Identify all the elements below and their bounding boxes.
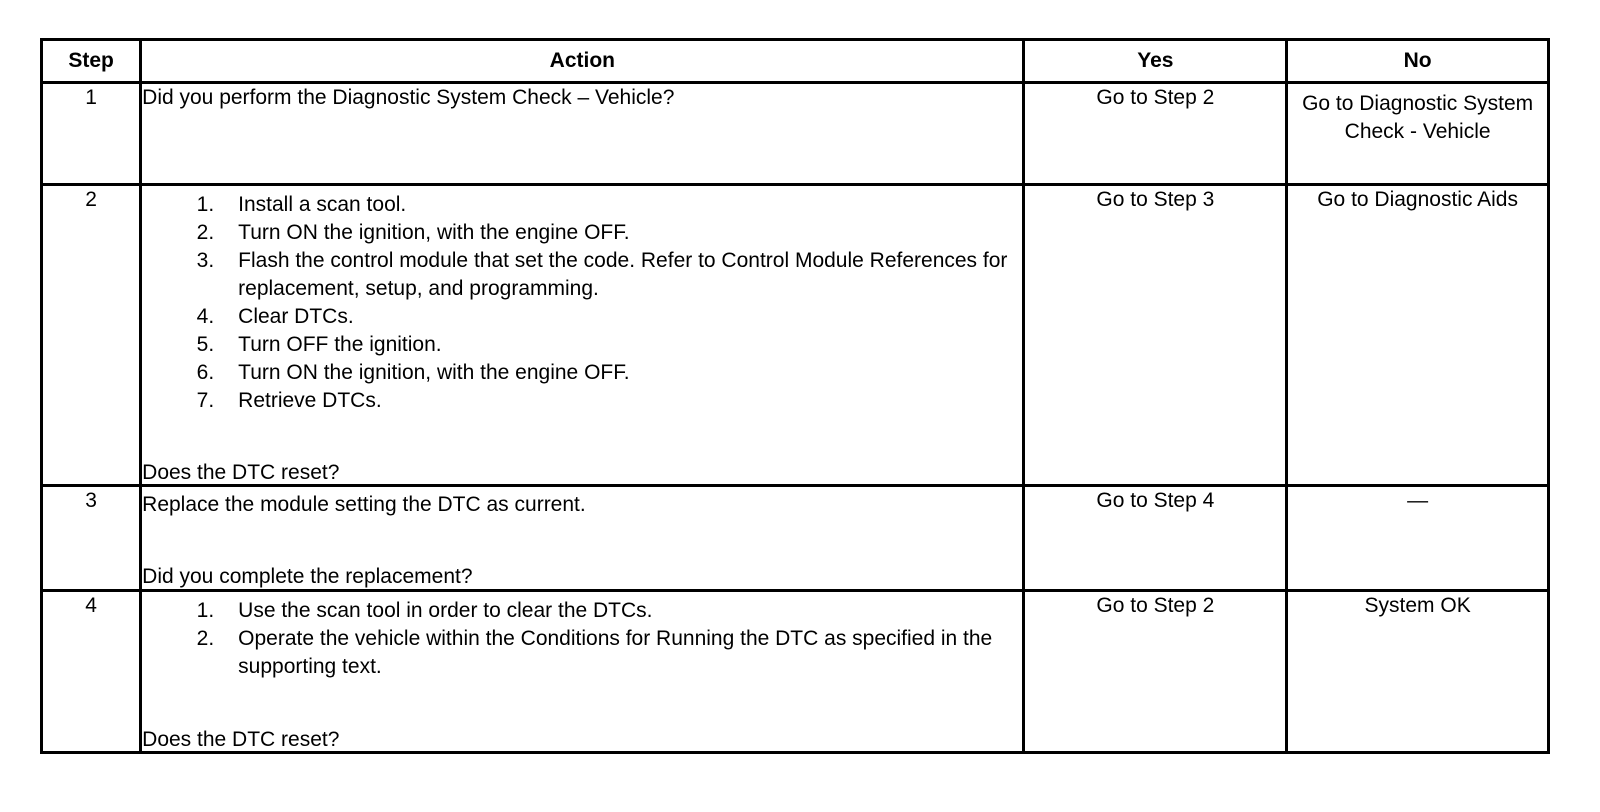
header-row	[42, 40, 1549, 83]
action-cell	[141, 486, 1024, 591]
list-item: 1. Use the scan tool in order to clear the DTCs.	[196, 599, 653, 622]
action-cell	[141, 83, 1024, 185]
action-instruction: Replace the module setting the DTC as current.	[142, 493, 586, 516]
yes-cell: Go to Step 3	[1024, 185, 1287, 486]
table-row	[42, 486, 1549, 591]
list-item: 1. Install a scan tool.	[196, 193, 407, 216]
list-item: 3. Flash the control module that set the code. Refer to Control Module References for replacement, setup, and programming.	[196, 249, 1008, 300]
list-item: 7. Retrieve DTCs.	[196, 389, 382, 412]
action-cell	[141, 591, 1024, 753]
list-item: 5. Turn OFF the ignition.	[196, 333, 442, 356]
header-no: No	[1287, 40, 1549, 83]
action-cell	[141, 185, 1024, 486]
table-row	[42, 83, 1549, 185]
step-number: 1	[42, 83, 141, 185]
yes-cell: Go to Step 4	[1024, 486, 1287, 591]
no-cell: Go to Diagnostic Aids	[1287, 185, 1549, 486]
list-item: 6. Turn ON the ignition, with the engine OFF.	[196, 361, 630, 384]
header-yes: Yes	[1024, 40, 1287, 83]
action-steps-list	[142, 597, 1022, 681]
no-cell: —	[1287, 486, 1549, 591]
list-item: 2. Operate the vehicle within the Conditions for Running the DTC as specified in the supporting text.	[196, 627, 993, 678]
action-question: Did you complete the replacement?	[142, 565, 473, 588]
table-row	[42, 591, 1549, 753]
no-cell: System OK	[1287, 591, 1549, 753]
step-number: 2	[42, 185, 141, 486]
step-number: 3	[42, 486, 141, 591]
action-question: Did you perform the Diagnostic System Check – Vehicle?	[142, 86, 675, 109]
yes-cell: Go to Step 2	[1024, 591, 1287, 753]
action-steps-list	[142, 191, 1022, 415]
action-question: Does the DTC reset?	[142, 461, 340, 484]
list-item: 2. Turn ON the ignition, with the engine OFF.	[196, 221, 630, 244]
yes-cell: Go to Step 2	[1024, 83, 1287, 185]
step-number: 4	[42, 591, 141, 753]
header-step: Step	[42, 40, 141, 83]
no-cell: Go to Diagnostic System Check - Vehicle	[1287, 83, 1549, 185]
action-question: Does the DTC reset?	[142, 728, 340, 751]
table-row	[42, 185, 1549, 486]
header-action: Action	[141, 40, 1024, 83]
list-item: 4. Clear DTCs.	[196, 305, 354, 328]
diagnostic-table	[40, 38, 1550, 754]
